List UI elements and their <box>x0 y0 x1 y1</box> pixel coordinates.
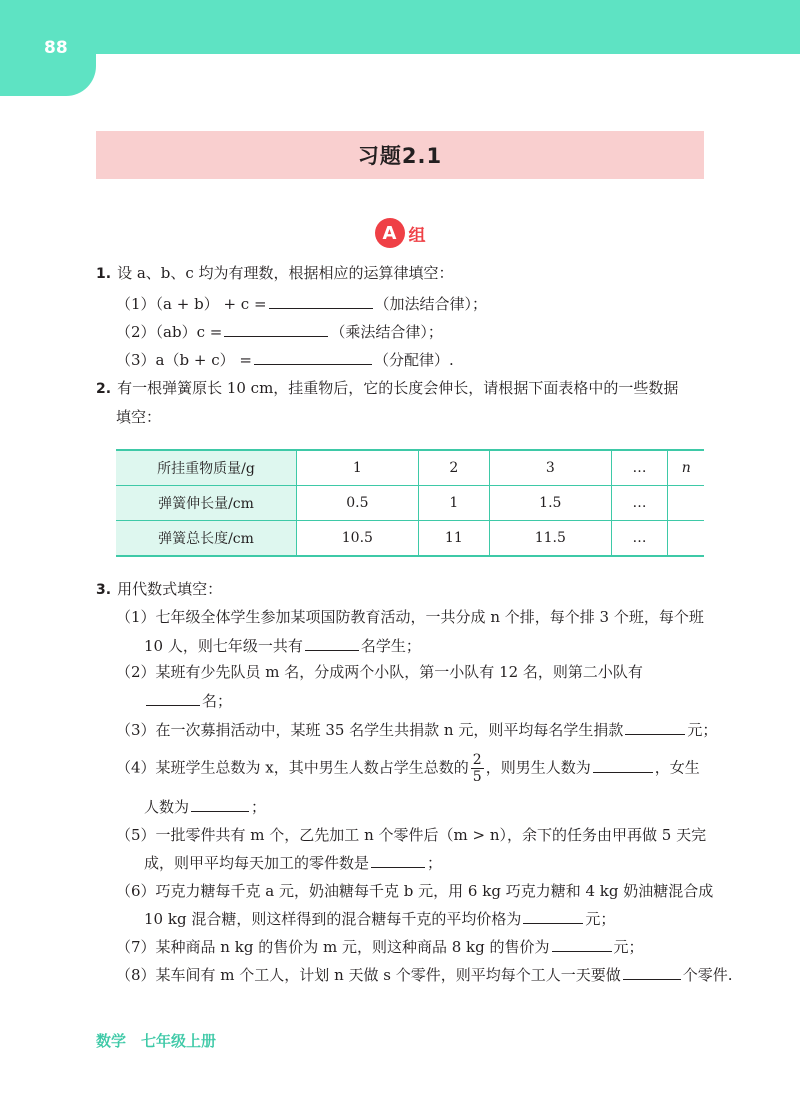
row-header: 所挂重物质量/g <box>116 450 297 486</box>
answer-blank[interactable] <box>523 909 583 924</box>
table-row <box>116 521 704 557</box>
answer-blank[interactable] <box>224 322 328 337</box>
table-cell <box>668 521 704 557</box>
answer-blank[interactable] <box>254 350 372 365</box>
table-cell: 2 <box>418 450 489 486</box>
table-row <box>116 486 704 521</box>
table-cell <box>668 486 704 521</box>
group-badge: A <box>375 218 405 248</box>
row-header: 弹簧总长度/cm <box>116 521 297 557</box>
q3-item-4-cont: 人数为 ； <box>144 798 267 816</box>
q1-item-2: （2）（ab）c = （乘法结合律）； <box>116 323 443 341</box>
answer-blank[interactable] <box>371 853 425 868</box>
q3-item-1-cont: 10 人，则七年级一共有 名学生； <box>144 637 421 655</box>
q3-item-7: （7）某种商品 n kg 的售价为 m 元，则这种商品 8 kg 的售价为 元； <box>116 938 644 956</box>
table-cell: … <box>611 486 668 521</box>
group-label: 组 <box>408 225 426 246</box>
row-header: 弹簧伸长量/cm <box>116 486 297 521</box>
fraction-two-fifths: $\frac{2}{5}$ <box>472 752 482 785</box>
answer-blank[interactable] <box>625 720 685 735</box>
q2-stem-cont: 填空： <box>116 408 162 426</box>
table-cell: 1 <box>418 486 489 521</box>
table-cell: … <box>611 450 668 486</box>
answer-blank[interactable] <box>146 691 200 706</box>
q1-stem: 1. 设 a、b、c 均为有理数，根据相应的运算律填空： <box>96 264 454 282</box>
title-band <box>96 131 704 179</box>
q1-item-1: （1）（a + b） + c = （加法结合律）； <box>116 295 488 313</box>
table-cell: … <box>611 521 668 557</box>
answer-blank[interactable] <box>269 294 373 309</box>
q3-item-8: （8）某车间有 m 个工人，计划 n 天做 s 个零件，则平均每个工人一天要做 个零件. <box>116 966 733 984</box>
answer-blank[interactable] <box>623 965 681 980</box>
answer-blank[interactable] <box>593 758 653 773</box>
q3-item-6: （6）巧克力糖每千克 a 元，奶油糖每千克 b 元，用 6 kg 巧克力糖和 4 kg 奶油糖混合成 <box>116 882 714 900</box>
group-heading <box>0 218 800 248</box>
table-cell: 11 <box>418 521 489 557</box>
exercise-title: 习题2.1 <box>357 144 443 168</box>
table-cell: 11.5 <box>489 521 611 557</box>
q3-item-2-cont: 名； <box>144 690 232 711</box>
answer-blank[interactable] <box>305 636 359 651</box>
table-row <box>116 450 704 486</box>
q3-item-5: （5）一批零件共有 m 个，乙先加工 n 个零件后（m > n），余下的任务由甲再做 5 天完 <box>116 826 707 844</box>
q3-item-2: （2）某班有少先队员 m 名，分成两个小队，第一小队有 12 名，则第二小队有 <box>116 663 643 681</box>
table-cell: 1.5 <box>489 486 611 521</box>
table-cell: 1 <box>297 450 419 486</box>
header-band <box>0 0 800 54</box>
page-number: 88 <box>44 38 68 58</box>
answer-blank[interactable] <box>191 797 249 812</box>
table-cell: 0.5 <box>297 486 419 521</box>
table-cell: 10.5 <box>297 521 419 557</box>
q3-item-3: （3）在一次募捐活动中，某班 35 名学生共捐款 n 元，则平均每名学生捐款 元； <box>116 721 718 739</box>
table-cell: n <box>668 450 704 486</box>
q3-item-4: （4）某班学生总数为 x，其中男生人数占学生总数的 $\frac{2}{5}$ ，则男生人数为 ，女生 <box>116 752 700 785</box>
q1-item-3: （3）a（b + c） = （分配律）. <box>116 351 454 369</box>
answer-blank[interactable] <box>552 937 612 952</box>
q3-item-1: （1）七年级全体学生参加某项国防教育活动，一共分成 n 个排，每个排 3 个班，每个班 <box>116 608 704 626</box>
q2-stem: 2. 有一根弹簧原长 10 cm，挂重物后，它的长度会伸长，请根据下面表格中的一些数据 <box>96 379 679 397</box>
table-cell: 3 <box>489 450 611 486</box>
q3-item-5-cont: 成，则甲平均每天加工的零件数是 ； <box>144 854 443 872</box>
spring-data-table <box>116 449 704 557</box>
q3-stem: 3. 用代数式填空： <box>96 580 223 598</box>
q3-item-6-cont: 10 kg 混合糖，则这样得到的混合糖每千克的平均价格为 元； <box>144 910 616 928</box>
book-footer: 数学 七年级上册 <box>96 1032 217 1050</box>
